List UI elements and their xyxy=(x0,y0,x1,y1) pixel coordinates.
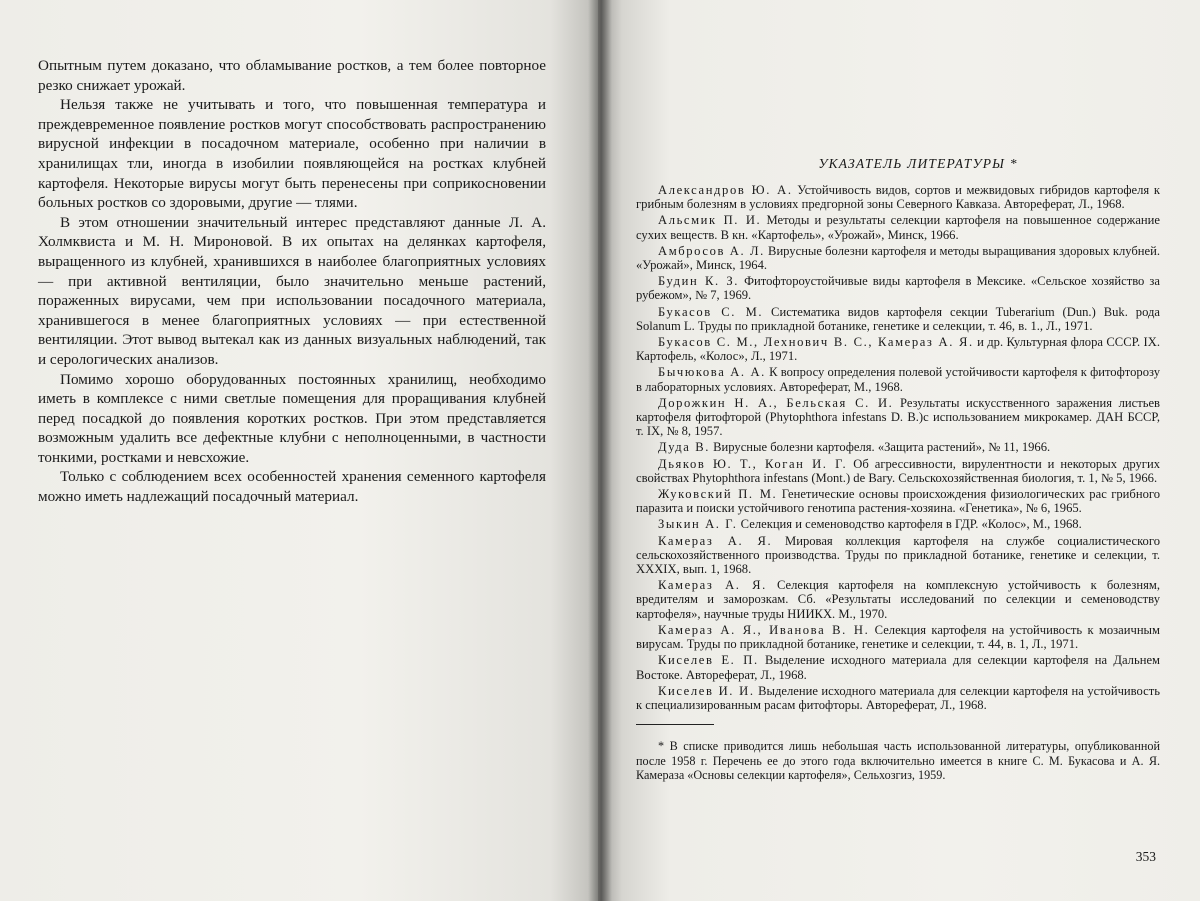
reference-author: Дьяков Ю. Т., Коган И. Г. xyxy=(658,456,848,471)
reference-entry xyxy=(636,440,1160,454)
reference-text: Мировая коллекция картофеля на службе социалистического сельскохозяйственного производства. Труды по прикладной ботанике, генетике и селекции, т. XXXIX, вып. 1, 1968. xyxy=(636,533,1160,577)
reference-author: Амбросов А. Л. xyxy=(658,243,765,258)
reference-text: Селекция картофеля на устойчивость к мозаичным вирусам. Труды по прикладной ботанике, генетике и селекции, т. 44, в. 1, Л., 1971. xyxy=(636,622,1160,652)
reference-author: Альсмик П. И. xyxy=(658,213,762,228)
reference-entry xyxy=(636,517,1160,531)
reference-text: Вирусные болезни картофеля. «Защита растений», № 11, 1966. xyxy=(710,440,1051,455)
reference-author: Букасов С. М. xyxy=(658,304,764,319)
paragraph: Только с соблюдением всех особенностей хранения семенного картофеля можно иметь надлежащий посадочный материал. xyxy=(38,468,546,506)
reference-author: Дорожкин Н. А., Бельская С. И. xyxy=(658,395,894,410)
reference-author: Камераз А. Я., Иванова В. Н. xyxy=(658,622,870,637)
reference-author: Жуковский П. М. xyxy=(658,487,778,502)
reference-text: Систематика видов картофеля секции Tuberarium (Dun.) Buk. рода Solanum L. Труды по прикладной ботанике, генетике и селекции, т. 46, в. 1., Л., 1971. xyxy=(636,304,1160,333)
footnote: * В списке приводится лишь небольшая часть использованной литературы, опубликованной после 1958 г. Перечень ее до этого года включительно имеется в книге С. М. Букасова и А. Я. Камераза «Основы селекции картофеля», Сельхозгиз, 1959. xyxy=(636,739,1160,782)
reference-text: Об агрессивности, вирулентности и некоторых других свойствах Phytophthora infestans (Mont.) de Bary. Сельскохозяйственная биология, т. 1, № 5, 1966. xyxy=(636,456,1160,485)
reference-text: Вирусные болезни картофеля и методы выращивания здоровых клубней. «Урожай», Минск, 1964. xyxy=(636,243,1160,273)
reference-entry xyxy=(636,534,1160,577)
reference-text: Выделение исходного материала для селекции картофеля на Дальнем Востоке. Автореферат, Л., 1968. xyxy=(636,653,1160,682)
reference-author: Киселев И. И. xyxy=(658,683,755,698)
left-page xyxy=(0,0,598,901)
reference-entry xyxy=(636,244,1160,272)
paragraph: Помимо хорошо оборудованных постоянных хранилищ, необходимо иметь в комплексе с ними светлые помещения для проращивания клубней перед посадкой до появления коротких ростков. При этом представляется возможным удалить все дефектные клубни с неполноценными, в частности тонкими, ростками и невсхожие. xyxy=(38,370,546,466)
reference-author: Камераз А. Я. xyxy=(658,533,773,548)
reference-author: Киселев Е. П. xyxy=(658,653,759,668)
reference-text: Генетические основы происхождения физиологических рас грибного паразита и поиски устойчивого генотипа растения-хозяина. «Генетика», № 6, 1965. xyxy=(636,487,1161,516)
reference-entry xyxy=(636,653,1160,681)
reference-entry xyxy=(636,396,1160,439)
reference-author: Будин К. З. xyxy=(658,274,740,289)
paragraph: Опытным путем доказано, что обламывание ростков, а тем более повторное резко снижает урожай. xyxy=(38,57,546,94)
reference-entry xyxy=(636,578,1160,621)
reference-text: Результаты искусственного заражения листьев картофеля фитофторой (Phytophthora infestans D. B.)с использованием микрокамер. ДАН БССР, т. IX, № 8, 1957. xyxy=(636,395,1160,439)
page-number: 353 xyxy=(1135,849,1156,864)
reference-author: Зыкин А. Г. xyxy=(658,517,738,532)
bibliography xyxy=(636,156,1160,782)
reference-entry xyxy=(636,183,1160,211)
reference-text: Устойчивость видов, сортов и межвидовых гибридов картофеля к грибным болезням в условиях предгорной зоны Северного Кавказа. Автореферат, Л., 1968. xyxy=(636,183,1160,212)
reference-entry xyxy=(636,623,1160,651)
reference-text: К вопросу определения полевой устойчивости картофеля к фитофторозу в лабораторных условиях. Автореферат, М., 1968. xyxy=(636,365,1160,394)
reference-author: Камераз А. Я. xyxy=(658,578,767,593)
reference-entry xyxy=(636,684,1160,712)
footnote-divider xyxy=(636,724,714,725)
reference-author: Букасов С. М., Лехнович В. С., Камераз А. Я. xyxy=(658,335,974,350)
reference-text: и др. Культурная флора СССР. IX. Картофель, «Колос», Л., 1971. xyxy=(636,335,1160,364)
reference-text: Выделение исходного материала для селекции картофеля на устойчивость к специализированным расам фитофторы. Автореферат, Л., 1968. xyxy=(636,683,1160,712)
reference-text: Методы и результаты селекции картофеля на повышенное содержание сухих веществ. В кн. «Картофель», «Урожай», Минск, 1966. xyxy=(636,213,1161,242)
reference-entry xyxy=(636,335,1160,363)
reference-text: Селекция и семеноводство картофеля в ГДР. «Колос», М., 1968. xyxy=(737,517,1082,532)
reference-text: Селекция картофеля на комплексную устойчивость к болезням, вредителям и заморозкам. Сб. «Результаты исследований по селекции и семеноводству картофеля», научные труды НИИКХ. М., 1970. xyxy=(636,578,1161,621)
reference-text: Фитофтороустойчивые виды картофеля в Мексике. «Сельское хозяйство за рубежом», № 7, 1969. xyxy=(636,274,1160,303)
reference-author: Бычюкова А. А. xyxy=(658,365,766,380)
paragraph: Нельзя также не учитывать и того, что повышенная температура и преждевременное появление ростков могут способствовать распространению вирусной инфекции в посадочном материале, особенно при наличии в хранилищах тли, иногда в изобилии появляющейся на ростках клубней картофеля. Некоторые вирусы могут быть перенесены при соприкосновении больных ростков со здоровыми, другие — тлями. xyxy=(38,96,546,212)
reference-entry xyxy=(636,305,1160,333)
reference-entry xyxy=(636,274,1160,302)
reference-author: Дуда В. xyxy=(658,440,710,455)
left-page-text xyxy=(38,56,546,507)
reference-author: Александров Ю. А. xyxy=(658,183,793,197)
right-page xyxy=(598,0,1200,901)
reference-entry xyxy=(636,365,1160,393)
reference-entry xyxy=(636,213,1160,241)
paragraph: В этом отношении значительный интерес представляют данные Л. А. Холмквиста и М. Н. Мироновой. В их опытах на делянках картофеля, выращенного из клубней, хранившихся в наиболее благоприятных условиях — при активной вентиляции, было значительно меньше растений, пораженных вирусами, чем при использовании посадочного материала, хранившегося в менее благоприятных условиях — при естественной вентиляции. Этот вывод вытекал как из данных визуальных наблюдений, так и серологических анализов. xyxy=(38,213,546,368)
bibliography-heading: УКАЗАТЕЛЬ ЛИТЕРАТУРЫ * xyxy=(818,156,1018,171)
reference-entry xyxy=(636,487,1160,515)
reference-entry xyxy=(636,457,1160,485)
